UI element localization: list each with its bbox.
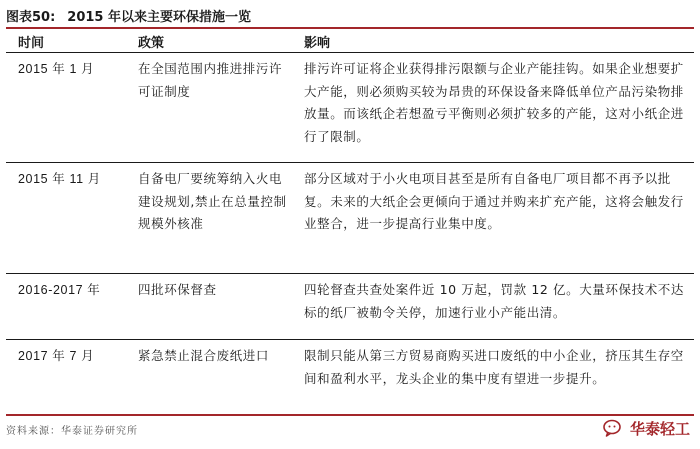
- brand-name: 华泰轻工: [629, 420, 690, 438]
- header-impact: 影响: [294, 30, 694, 53]
- header-time: 时间: [6, 30, 130, 53]
- top-rule: [6, 27, 694, 29]
- figure-label: 图表50:: [6, 10, 56, 25]
- brand-watermark: [603, 418, 690, 439]
- figure-title: [6, 6, 251, 25]
- source-note: 资料来源：华泰证券研究所: [6, 426, 138, 437]
- cell-policy: 在全国范围内推进排污许可证制度: [130, 53, 294, 163]
- cell-time: 2015 年 11 月: [6, 163, 130, 274]
- table-row: [6, 274, 694, 340]
- table-row: [6, 163, 694, 274]
- table-row: [6, 53, 694, 163]
- wechat-bubble-icon: [603, 419, 625, 439]
- cell-time: 2017 年 7 月: [18, 349, 95, 363]
- cell-impact: 四轮督查共查处案件近 10 万起，罚款 12 亿。大量环保技术不达标的纸厂被勒令关停，加速行业小产能出清。: [294, 274, 694, 340]
- table-header-row: [6, 30, 694, 53]
- table-row: [6, 340, 694, 406]
- cell-policy: 自备电厂要统筹纳入火电建设规划,禁止在总量控制规模外核准: [130, 163, 294, 274]
- cell-impact: 限制只能从第三方贸易商购买进口废纸的中小企业，挤压其生存空间和盈利水平，龙头企业的集中度有望进一步提升。: [304, 348, 684, 386]
- policy-table: [6, 30, 694, 405]
- figure-title-text: 2015 年以来主要环保措施一览: [67, 10, 252, 25]
- cell-policy: 四批环保督查: [130, 274, 294, 340]
- bottom-rule: [6, 414, 694, 416]
- cell-policy: 紧急禁止混合废纸进口: [138, 348, 270, 363]
- cell-time: 2016-2017 年: [6, 274, 130, 340]
- cell-impact: 部分区域对于小火电项目甚至是所有自备电厂项目都不再予以批复。未来的大纸企会更倾向于通过并购来扩充产能，这将会触发行业整合，进一步提高行业集中度。: [294, 163, 694, 274]
- cell-time: 2015 年 1 月: [6, 53, 130, 163]
- header-policy: 政策: [130, 30, 294, 53]
- cell-impact: 排污许可证将企业获得排污限额与企业产能挂钩。如果企业想要扩大产能，则必须购买较为昂贵的环保设备来降低单位产品污染物排放量。而该纸企若想盈亏平衡则必须扩较多的产能，这对小纸企进行了限制。: [294, 53, 694, 163]
